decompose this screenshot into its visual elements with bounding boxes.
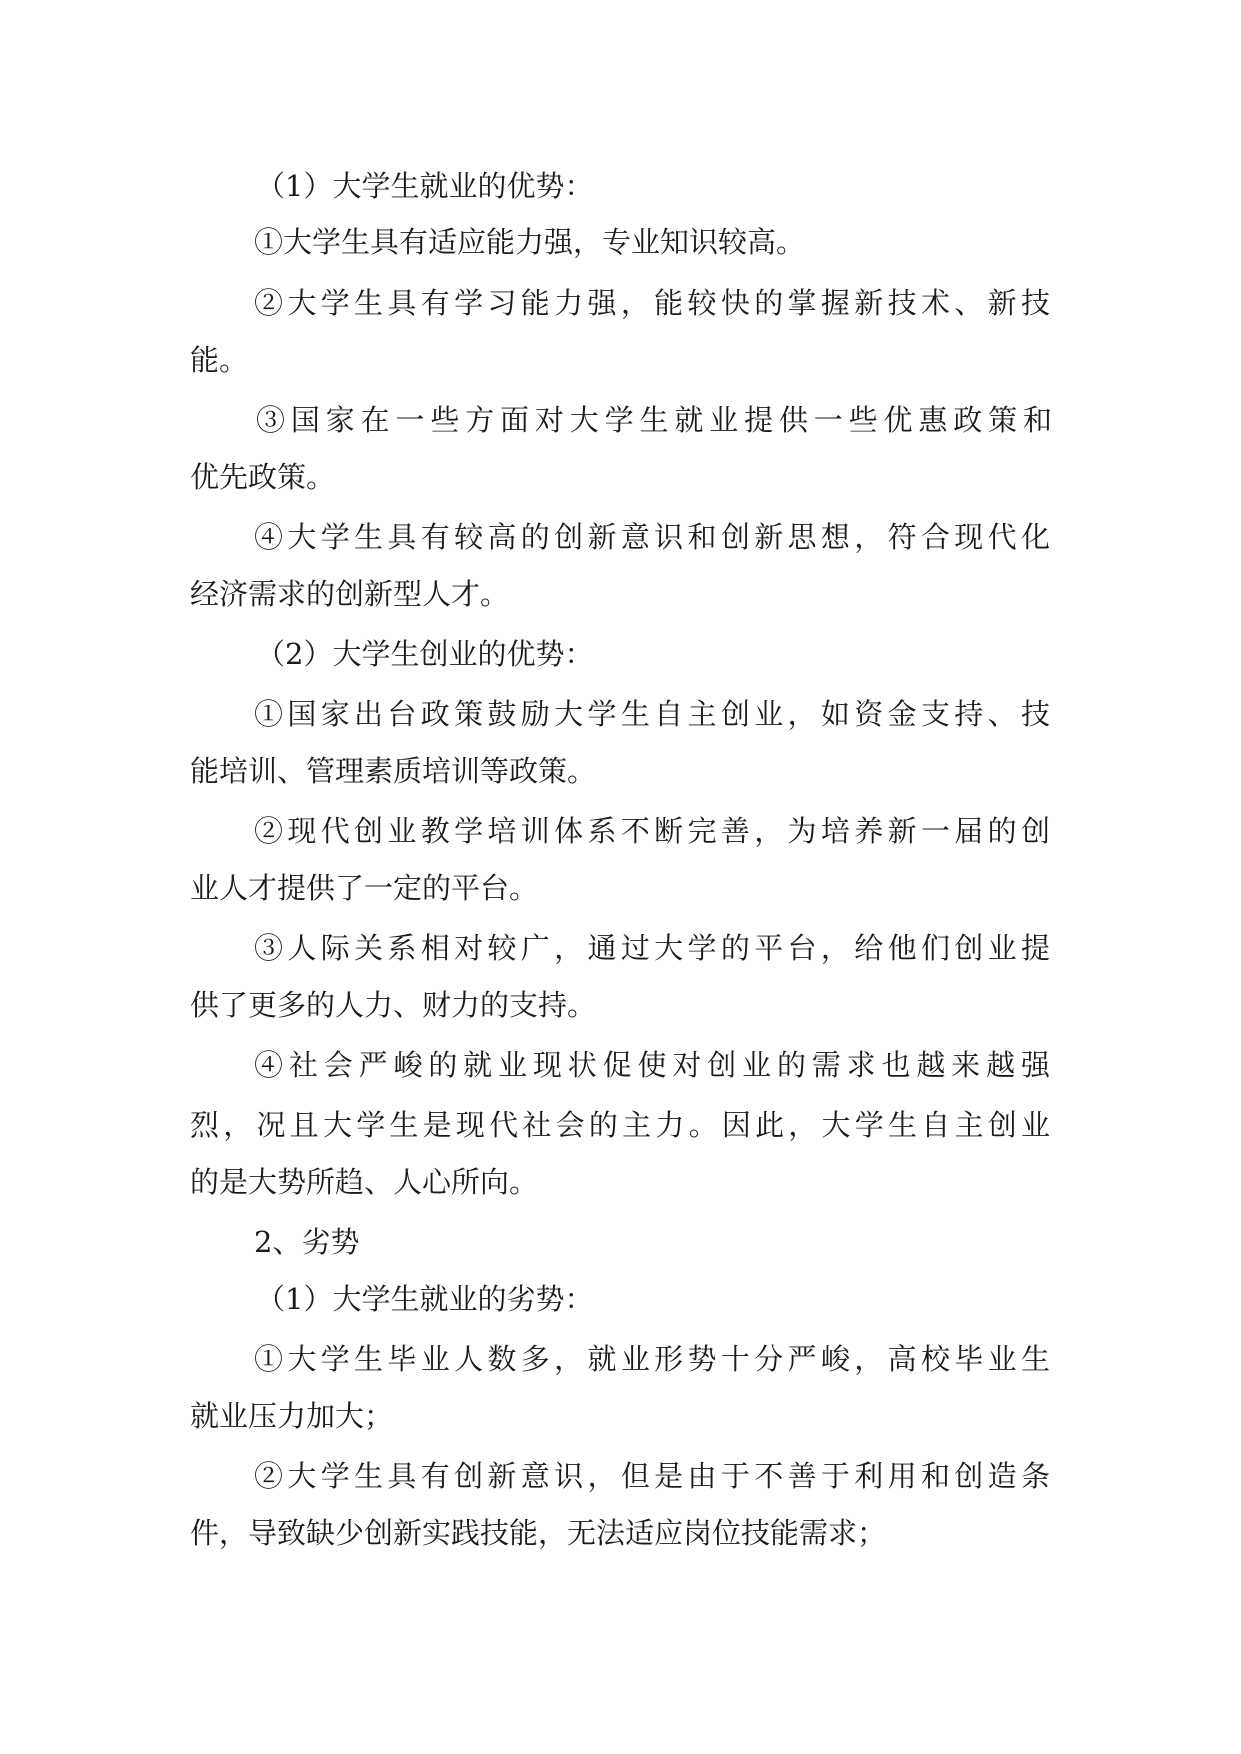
paragraph-line: ④社会严峻的就业现状促使对创业的需求也越来越强: [254, 1048, 1050, 1082]
paragraph-line: ③人际关系相对较广，通过大学的平台，给他们创业提: [254, 931, 1050, 965]
paragraph-line: 就业压力加大；: [190, 1399, 394, 1433]
heading-employment-disadvantages: （1）大学生就业的劣势：: [256, 1282, 594, 1316]
heading-disadvantages: 2、劣势: [254, 1225, 360, 1259]
paragraph-line: ③国家在一些方面对大学生就业提供一些优惠政策和: [256, 403, 1052, 437]
paragraph-line: 优先政策。: [190, 460, 336, 494]
paragraph-line: ①国家出台政策鼓励大学生自主创业，如资金支持、技: [254, 697, 1050, 731]
paragraph-line: 业人才提供了一定的平台。: [190, 871, 539, 905]
paragraph-line: ①大学生具有适应能力强，专业知识较高。: [254, 225, 806, 259]
paragraph-line: ②大学生具有学习能力强，能较快的掌握新技术、新技: [254, 286, 1050, 320]
paragraph-line: 的是大势所趋、人心所向。: [190, 1165, 539, 1199]
paragraph-line: 供了更多的人力、财力的支持。: [190, 988, 597, 1022]
heading-employment-advantages: （1）大学生就业的优势：: [256, 169, 594, 203]
paragraph-line: ②大学生具有创新意识，但是由于不善于利用和创造条: [254, 1459, 1050, 1493]
heading-startup-advantages: （2）大学生创业的优势：: [256, 637, 594, 671]
paragraph-line: 能。: [190, 343, 249, 377]
paragraph-line: 经济需求的创新型人才。: [190, 577, 510, 611]
paragraph-line: 烈，况且大学生是现代社会的主力。因此，大学生自主创业: [190, 1108, 1050, 1142]
paragraph-line: 件，导致缺少创新实践技能，无法适应岗位技能需求；: [190, 1516, 887, 1550]
paragraph-line: ①大学生毕业人数多，就业形势十分严峻，高校毕业生: [254, 1342, 1050, 1376]
paragraph-line: 能培训、管理素质培训等政策。: [190, 754, 597, 788]
paragraph-line: ④大学生具有较高的创新意识和创新思想，符合现代化: [254, 520, 1050, 554]
paragraph-line: ②现代创业教学培训体系不断完善，为培养新一届的创: [254, 814, 1050, 848]
